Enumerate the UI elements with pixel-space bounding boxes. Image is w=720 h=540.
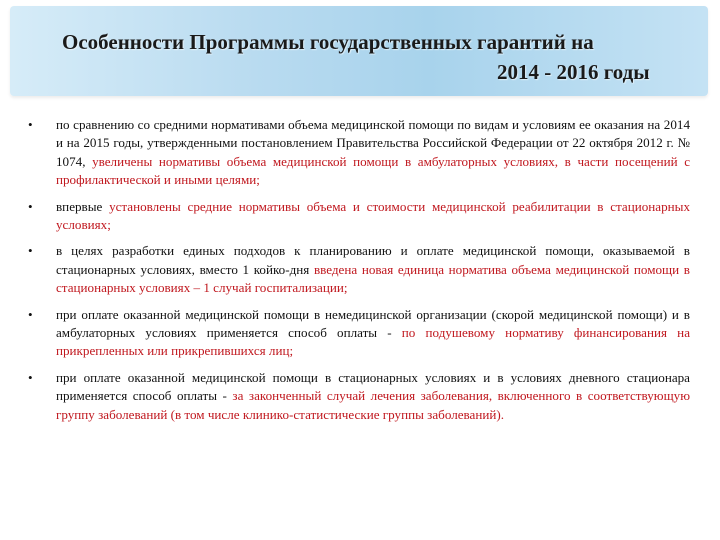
list-item	[26, 369, 690, 424]
bullet-icon: •	[28, 117, 33, 132]
list-item	[26, 198, 690, 235]
title-line-1: Особенности Программы государственных гарантий на	[62, 30, 594, 54]
list-item	[26, 116, 690, 190]
item-text: по сравнению со средними нормативами объема медицинской помощи по видам и условиям ее оказания на 2014 и на 2015 годы, утвержденными постановлением Правительства Российской Федерации от 22 октября 2012 г. № 1074,	[56, 117, 690, 169]
list-item	[26, 306, 690, 361]
bullet-icon: •	[28, 243, 33, 259]
bullet-icon: •	[28, 198, 33, 214]
item-text: впервые	[56, 198, 110, 214]
item-highlight: введена новая единица норматива объема медицинской помощи в стационарных условиях – 1 случай госпитализации;	[56, 261, 690, 296]
item-highlight: установлены средние нормативы объема и стоимости медицинской реабилитации в стационарных условиях;	[56, 198, 690, 233]
item-text: при оплате оказанной медицинской помощи в немедицинской организации (скорой медицинской помощи) и в амбулаторных условиях применяется способ оплаты -	[56, 306, 690, 341]
list-item	[26, 242, 690, 297]
title-line-2: 2014 - 2016 годы	[497, 60, 650, 84]
bullet-list	[26, 116, 690, 432]
item-highlight: увеличены нормативы объема медицинской помощи в амбулаторных условиях, в части посещений с профилактической и иными целями;	[56, 153, 691, 188]
bullet-icon: •	[28, 306, 33, 322]
item-highlight: за законченный случай лечения заболевания, включенного в соответствующую группу заболеваний (в том числе клинико-статистические группы заболеваний).	[56, 388, 690, 422]
item-text: при оплате оказанной медицинской помощи в стационарных условиях и в условиях дневного стационара применяется способ оплаты -	[56, 369, 690, 404]
bullet-icon: •	[28, 369, 33, 385]
title-banner	[10, 6, 708, 96]
item-highlight: по подушевому нормативу финансирования на прикрепленных или прикрепившихся лиц;	[56, 325, 690, 359]
item-text: в целях разработки единых подходов к планированию и оплате медицинской помощи, оказываемой в стационарных условиях, вместо 1 койко-дня	[56, 243, 690, 277]
